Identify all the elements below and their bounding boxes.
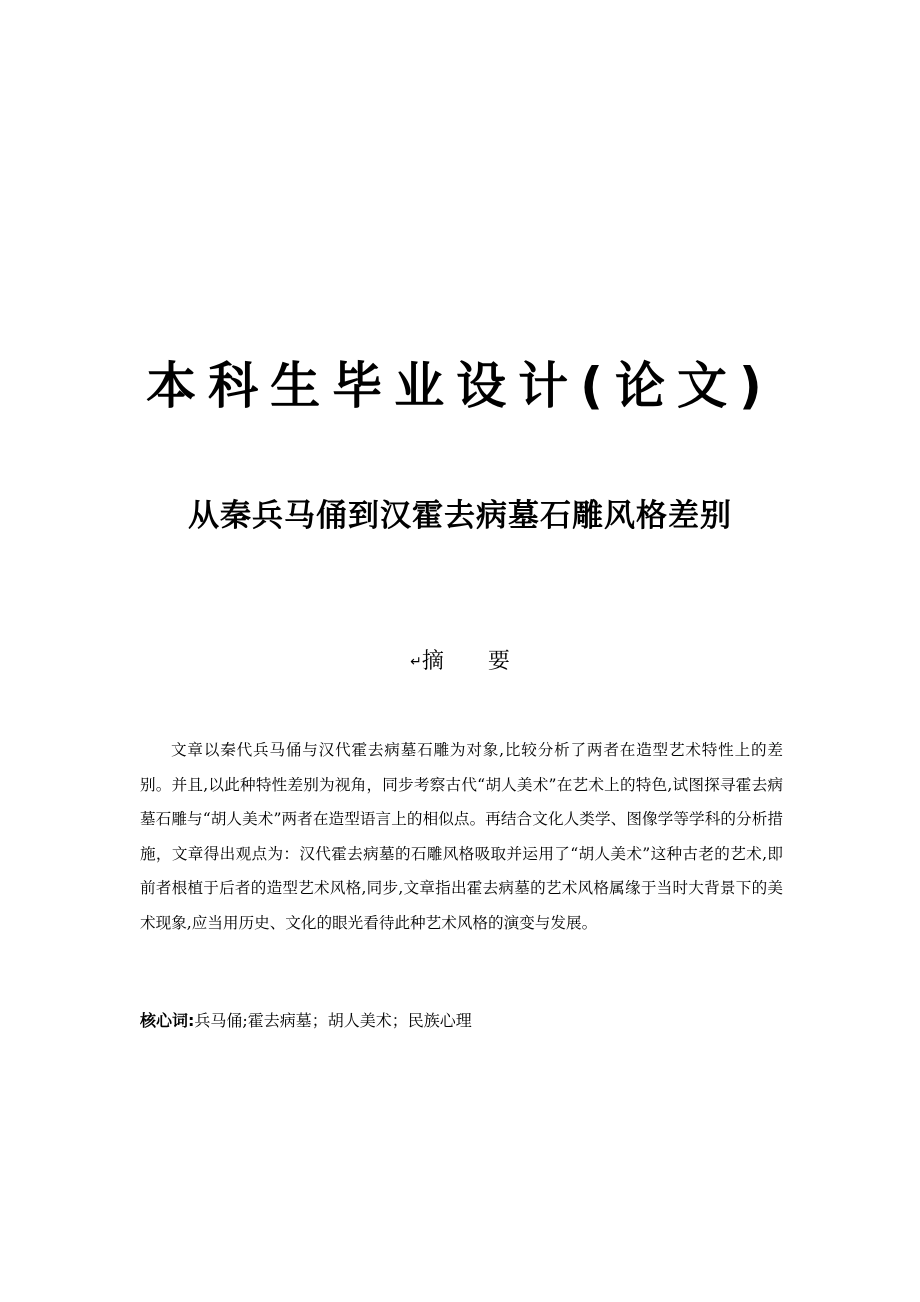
keywords-label: 核心词: xyxy=(140,1011,195,1030)
abstract-paragraph: 文章以秦代兵马俑与汉代霍去病墓石雕为对象,比较分析了两者在造型艺术特性上的差别。并且,以此种特性差别为视角，同步考察古代“胡人美术”在艺术上的特色,试图探寻霍去病墓石雕与“胡人美术”两者在造型语言上的相似点。再结合文化人类学、图像学等学科的分析措施，文章得出观点为：汉代霍去病墓的石雕风格吸取并运用了“胡人美术”这种古老的艺术,即前者根植于后者的造型艺术风格,同步,文章指出霍去病墓的艺术风格属缘于当时大背景下的美术现象,应当用历史、文化的眼光看待此种艺术风格的演变与发展。 xyxy=(140,741,783,932)
thesis-main-title: 本科生毕业设计(论文) xyxy=(146,357,774,415)
thesis-subtitle: 从秦兵马俑到汉霍去病墓石雕风格差别 xyxy=(188,498,732,534)
keywords-text: 兵马俑;霍去病墓；胡人美术；民族心理 xyxy=(194,1011,472,1030)
abstract-heading-text: 摘 要 xyxy=(421,649,510,674)
paragraph-mark-icon: ↵ xyxy=(410,653,422,670)
keywords-line xyxy=(140,1008,783,1034)
abstract-heading xyxy=(0,648,920,677)
